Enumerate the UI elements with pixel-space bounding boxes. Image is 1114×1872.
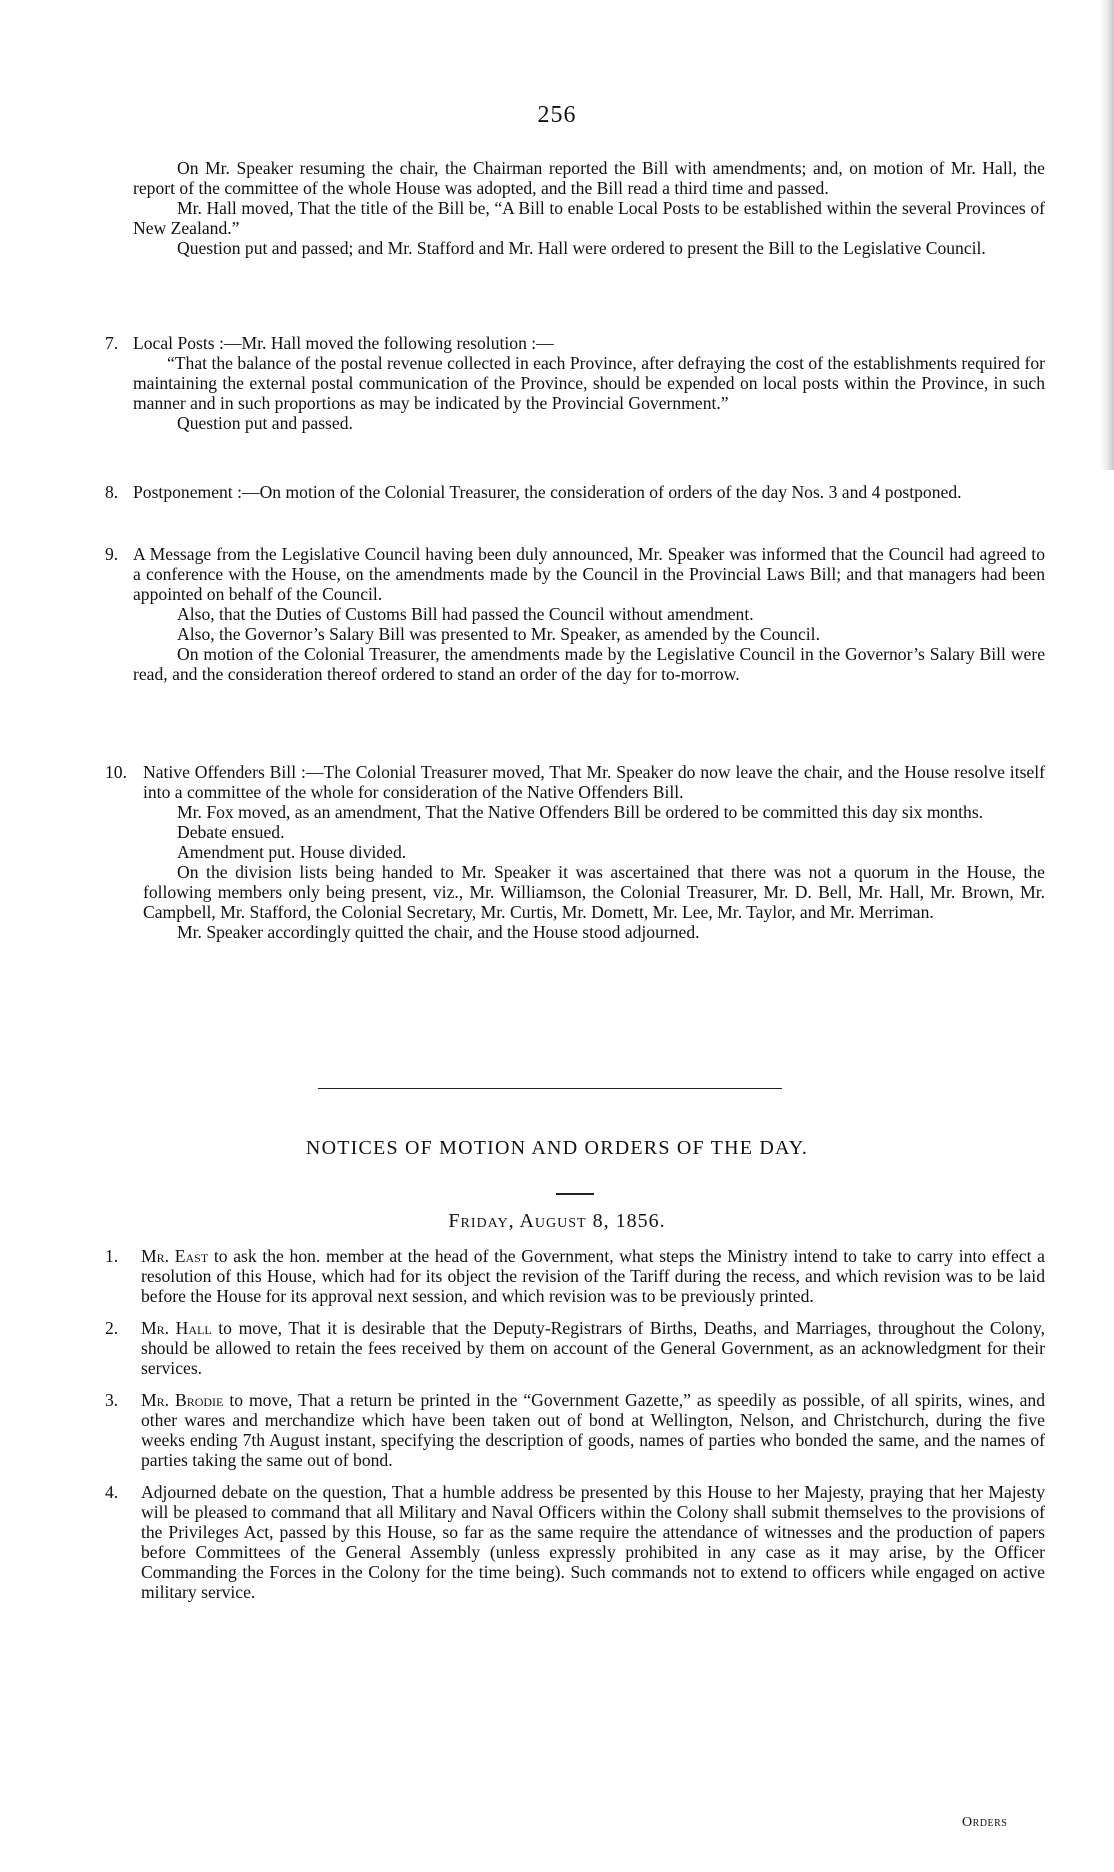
item-10-division: On the division lists being handed to Mr. Speaker it was ascertained that there was not a quorum in the House, the following members only being present, viz., Mr. Williamson, the Colonial Treasurer, Mr. D. Bell, Mr. Hall, Mr. Brown, Mr. Campbell, Mr. Stafford, the Colonial Secretary, Mr. Curtis, Mr. Domett, Mr. Lee, Mr. Taylor, and Mr. Merriman. (143, 862, 1045, 922)
notice-text: to ask the hon. member at the head of the Government, what steps the Ministry intend to take to carry into effect a resolution of this House, which had for its object the revision of the Tariff during the recess, and which revision was to be laid before the House for its approval next session, and which revision was to be previously printed. (141, 1246, 1045, 1306)
spacer (107, 1378, 1045, 1390)
item-9-also-salary: Also, the Governor’s Salary Bill was presented to Mr. Speaker, as amended by the Council. (177, 624, 820, 644)
item-number: 9. (105, 544, 119, 564)
item-8-text: Postponement :—On motion of the Colonial Treasurer, the consideration of orders of the day Nos. 3 and 4 postponed. (133, 482, 962, 502)
item-7-local-posts (107, 333, 1045, 433)
spacer (107, 1470, 1045, 1482)
notice-item (107, 1482, 1045, 1602)
item-10-entry (107, 762, 1045, 802)
item-9-entry (107, 544, 1045, 604)
notice-text: to move, That a return be printed in the “Government Gazette,” as speedily as possible, of all spirits, wines, and other wares and merchandize which have been taken out of bond at Wellington, Nelson, and Christchurch, during the five weeks ending 7th August instant, specifying the description of goods, names of parties who bonded the same, and the names of parties taking the same out of bond. (141, 1390, 1045, 1470)
item-number: 8. (105, 482, 119, 502)
notice-item (107, 1318, 1045, 1378)
item-8-entry (107, 482, 1045, 502)
page-edge-shadow (1100, 0, 1114, 470)
item-10-text: Native Offenders Bill :—The Colonial Treasurer moved, That Mr. Speaker do now leave the chair, and the House resolve itself into a committee of the whole for consideration of the Native Offenders Bill. (143, 762, 1045, 802)
notice-text: to move, That it is desirable that the Deputy-Registrars of Births, Deaths, and Marriages, throughout the Colony, should be allowed to retain the fees received by them on account of the General Government, as an acknowledgment for their services. (141, 1318, 1045, 1378)
item-9-motion: On motion of the Colonial Treasurer, the amendments made by the Legislative Council in the Governor’s Salary Bill were read, and the consideration thereof ordered to stand an order of the day for to-morrow. (133, 644, 1045, 684)
bill-present-paragraph: Question put and passed; and Mr. Stafford and Mr. Hall were ordered to present the Bill to the Legislative Council. (177, 238, 986, 258)
item-10-amendment-put: Amendment put. House divided. (177, 842, 407, 862)
item-number: 7. (105, 333, 119, 353)
notice-member: Mr. Brodie (141, 1390, 224, 1410)
item-10-fox-amendment: Mr. Fox moved, as an amendment, That the Native Offenders Bill be ordered to be committed this day six months. (177, 802, 984, 822)
item-7-entry (107, 333, 1045, 353)
notices-list (107, 1246, 1045, 1602)
item-9-message (107, 544, 1045, 684)
notice-number: 4. (105, 1482, 119, 1502)
notice-member: Mr. East (141, 1246, 209, 1266)
heading-short-rule (556, 1193, 594, 1195)
item-number: 10. (105, 762, 127, 782)
spacer (107, 1306, 1045, 1318)
item-9-also-customs: Also, that the Duties of Customs Bill had passed the Council without amendment. (177, 604, 754, 624)
bill-report-section (133, 158, 1045, 258)
notice-item (107, 1390, 1045, 1470)
notices-heading: NOTICES OF MOTION AND ORDERS OF THE DAY. (305, 1137, 809, 1159)
notice-member: Mr. Hall (141, 1318, 212, 1338)
notice-number: 1. (105, 1246, 119, 1266)
item-7-close: Question put and passed. (177, 413, 353, 433)
notice-text: Adjourned debate on the question, That a humble address be presented by this House to her Majesty, praying that her Majesty will be pleased to command that all Military and Naval Officers within the Colony shall submit themselves to the provisions of the Privileges Act, passed by this House, so far as the same require the attendance of witnesses and the production of papers before Committees of the General Assembly (unless expressly prohibited in any case as it may arise, by the Officer Commanding the Forces in the Colony for the time being). Such commands not to extend to officers while engaged on active military service. (141, 1482, 1045, 1602)
notice-number: 2. (105, 1318, 119, 1338)
bill-title-paragraph: Mr. Hall moved, That the title of the Bill be, “A Bill to enable Local Posts to be established within the several Provinces of New Zealand.” (133, 198, 1045, 238)
item-10-native-offenders (107, 762, 1045, 942)
item-9-text: A Message from the Legislative Council having been duly announced, Mr. Speaker was informed that the Council had agreed to a conference with the House, on the amendments made by the Council in the Provincial Laws Bill; and that managers had been appointed on behalf of the Council. (133, 544, 1045, 604)
page-number: 256 (537, 102, 577, 128)
section-divider (318, 1088, 782, 1089)
item-10-adjourn: Mr. Speaker accordingly quitted the chair, and the House stood adjourned. (177, 922, 700, 942)
item-8-postponement (107, 482, 1045, 502)
item-10-debate: Debate ensued. (177, 822, 285, 842)
item-7-resolution-quote: “That the balance of the postal revenue collected in each Province, after defraying the cost of the establishments required for maintaining the external postal communication of the Province, should be expended on local posts within the Province, in such manner and in such proportions as may be indicated by the Provincial Government.” (133, 353, 1045, 413)
notice-number: 3. (105, 1390, 119, 1410)
catchword: Orders (962, 1815, 1008, 1830)
item-7-text: Local Posts :—Mr. Hall moved the following resolution :— (133, 333, 554, 353)
bill-report-paragraph: On Mr. Speaker resuming the chair, the Chairman reported the Bill with amendments; and, on motion of Mr. Hall, the report of the committee of the whole House was adopted, and the Bill read a third time and passed. (133, 158, 1045, 198)
notice-item (107, 1246, 1045, 1306)
notices-date: Friday, August 8, 1856. (448, 1210, 666, 1232)
